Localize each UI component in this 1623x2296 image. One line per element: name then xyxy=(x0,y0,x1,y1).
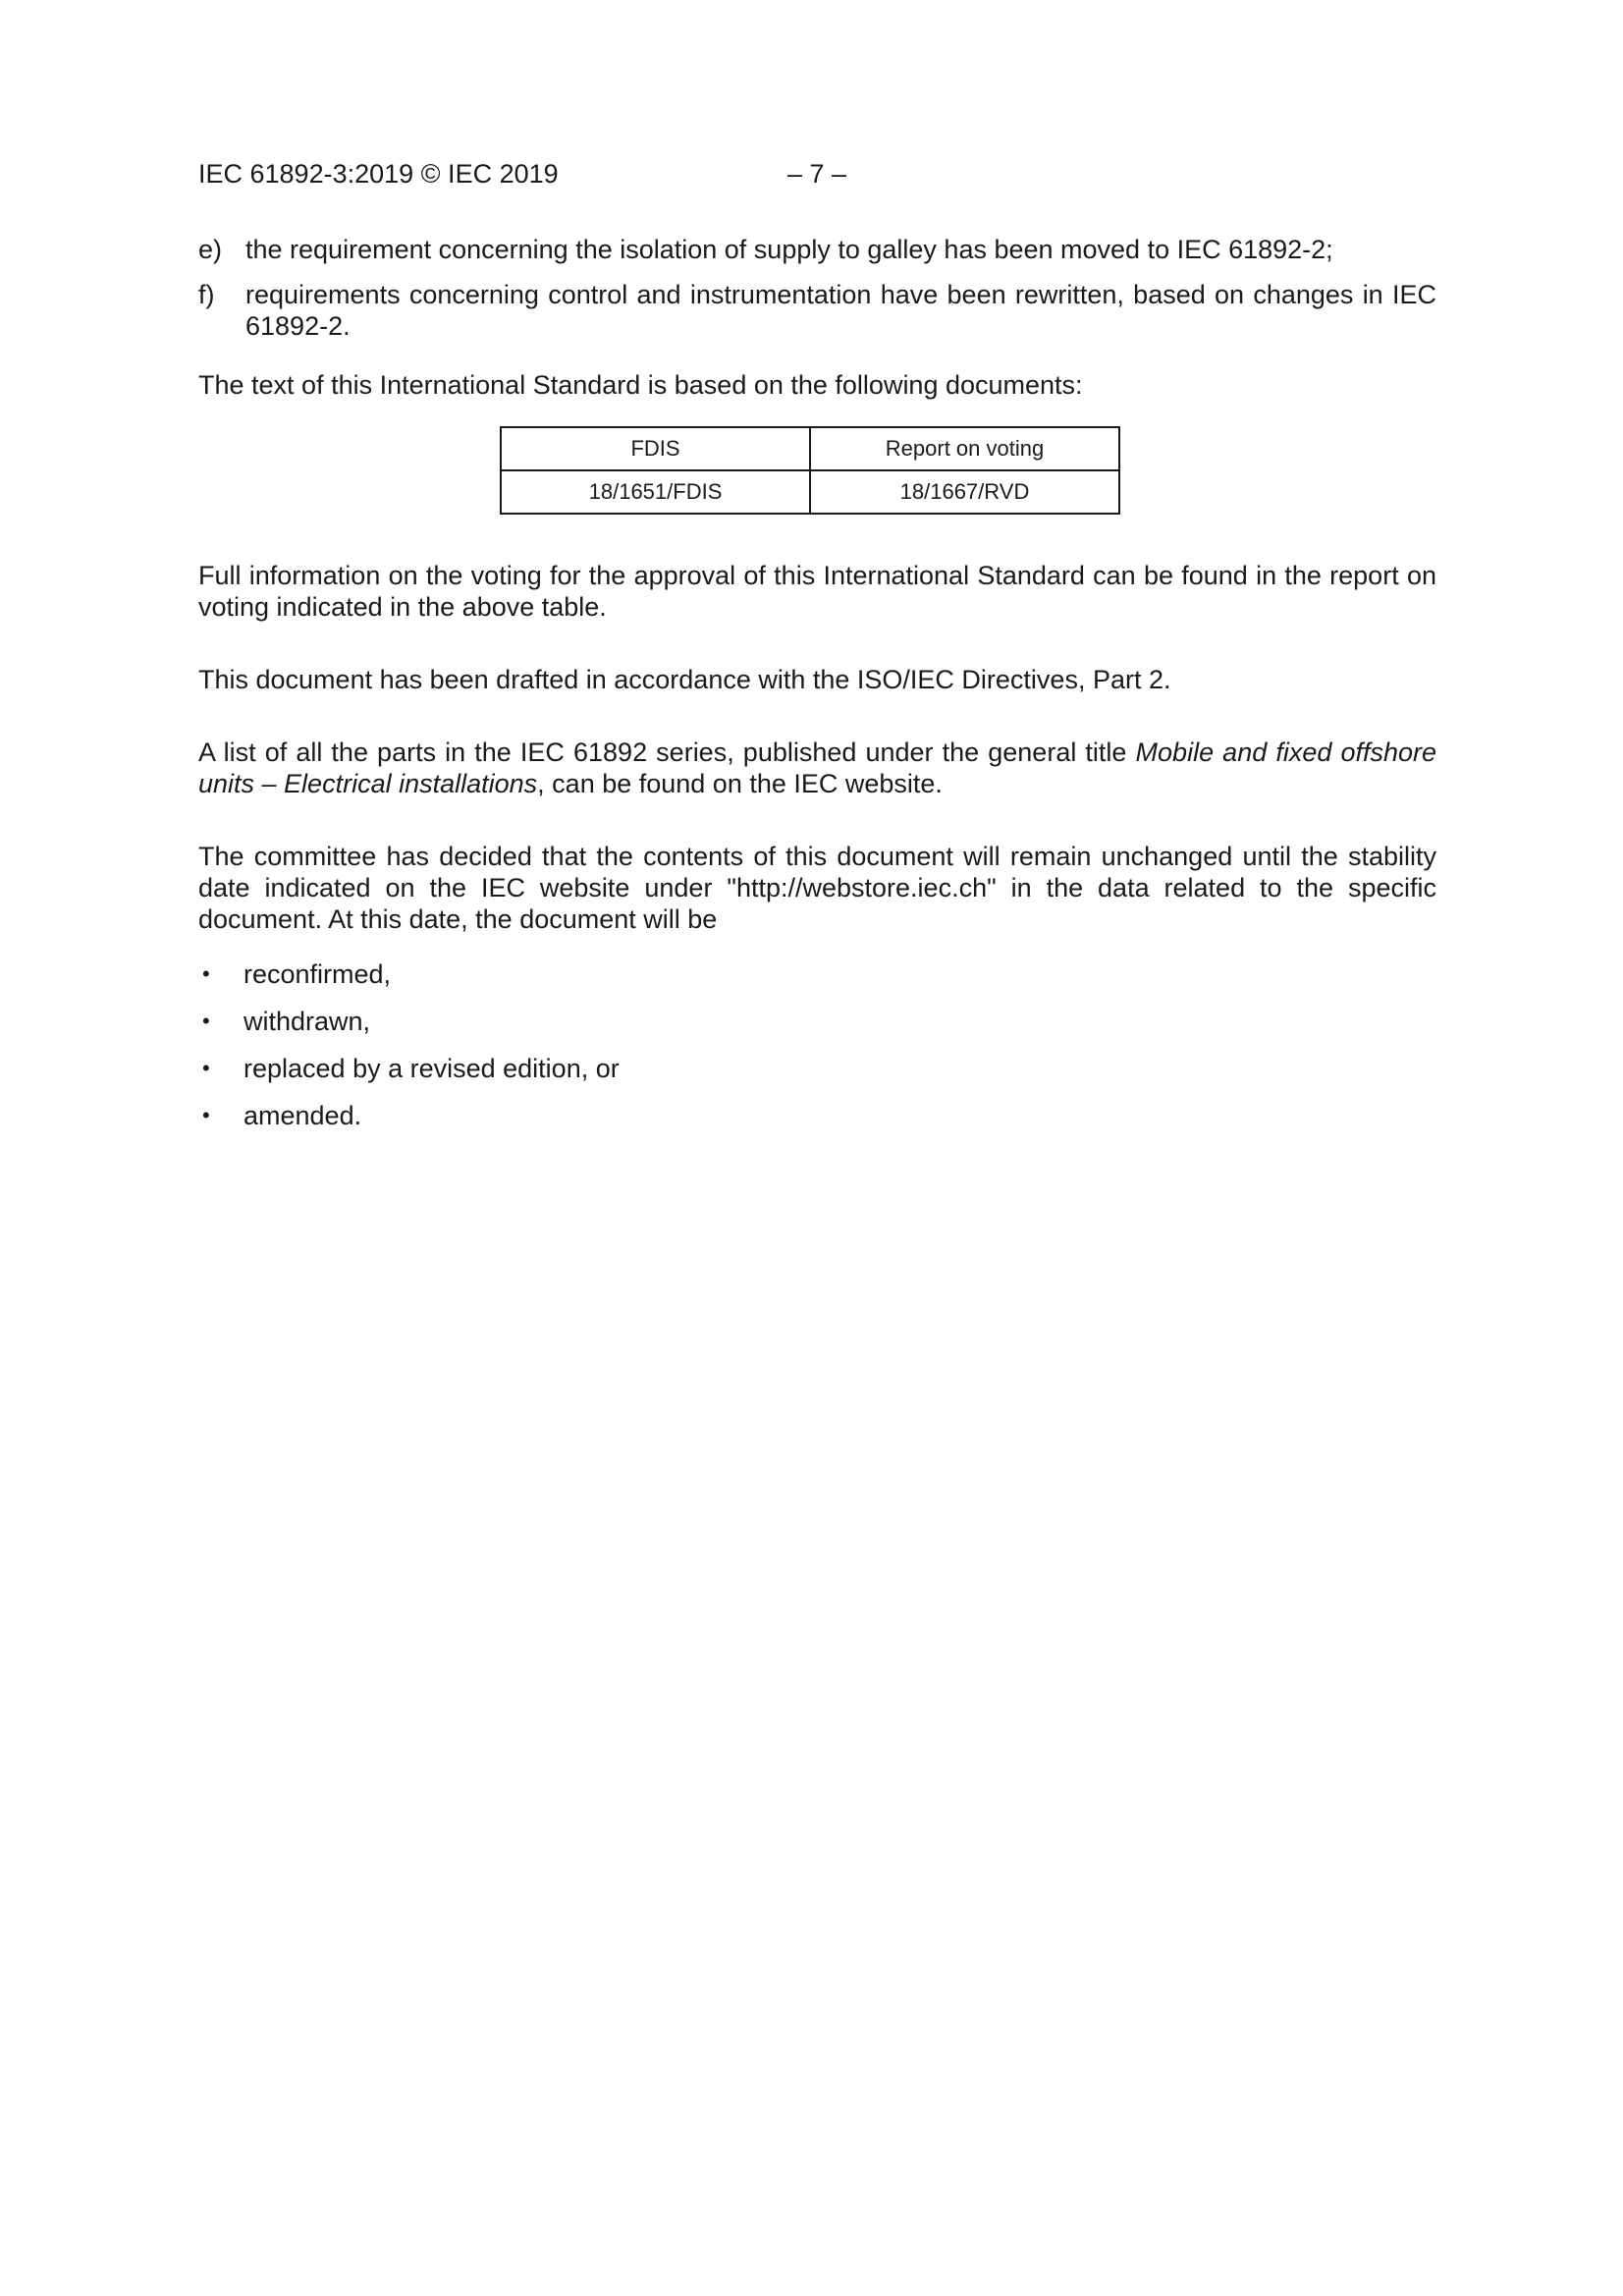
bullet-icon: • xyxy=(202,1103,210,1127)
change-list-item xyxy=(198,234,1436,265)
series-paragraph xyxy=(198,737,1436,799)
bullet-icon: • xyxy=(202,961,210,986)
table-header-row xyxy=(501,427,1119,470)
list-item-text: amended. xyxy=(243,1101,362,1130)
document-identifier: IEC 61892-3:2019 © IEC 2019 xyxy=(198,159,559,189)
list-item-text: withdrawn, xyxy=(243,1007,371,1036)
series-title: Mobile and fixed offshore units – Electrical installations xyxy=(198,738,1437,798)
series-text-after: , can be found on the IEC website. xyxy=(537,769,943,798)
table-cell: 18/1651/FDIS xyxy=(501,470,810,514)
list-item xyxy=(198,1006,1436,1037)
list-marker: e) xyxy=(198,235,223,264)
page-header xyxy=(198,159,1435,198)
list-item-text: the requirement concerning the isolation of supply to galley has been moved to IEC 61892-2; xyxy=(245,235,1333,264)
series-text-before: A list of all the parts in the IEC 61892 series, published under the general title xyxy=(198,738,1136,767)
list-item xyxy=(198,958,1436,990)
intro-paragraph: The text of this International Standard is based on the following documents: xyxy=(198,370,1083,400)
table-row xyxy=(501,470,1119,514)
page-number: – 7 – xyxy=(787,159,847,189)
stability-paragraph: The committee has decided that the contents of this document will remain unchanged until the stability date indicated on the IEC website under "http://webstore.iec.ch" in the data related to the specific document. At this date, the document will be xyxy=(198,842,1436,934)
documents-table-wrapper xyxy=(198,426,1436,515)
list-item-text: replaced by a revised edition, or xyxy=(243,1054,620,1083)
table-header-cell: Report on voting xyxy=(810,427,1119,470)
list-item-text: reconfirmed, xyxy=(243,959,392,989)
bullet-icon: • xyxy=(202,1009,210,1033)
change-list-item xyxy=(198,279,1436,342)
table-cell: 18/1667/RVD xyxy=(810,470,1119,514)
bullet-icon: • xyxy=(202,1056,210,1080)
list-item-text: requirements concerning control and instrumentation have been rewritten, based on changes in IEC 61892-2. xyxy=(245,280,1436,341)
page-body xyxy=(198,234,1436,1147)
list-marker: f) xyxy=(198,280,215,309)
list-item xyxy=(198,1100,1436,1131)
list-item xyxy=(198,1053,1436,1084)
drafting-paragraph: This document has been drafted in accordance with the ISO/IEC Directives, Part 2. xyxy=(198,665,1171,694)
outcome-list xyxy=(198,958,1436,1131)
documents-table xyxy=(500,426,1120,515)
table-header-cell: FDIS xyxy=(501,427,810,470)
voting-info-paragraph: Full information on the voting for the approval of this International Standard can be found in the report on voting indicated in the above table. xyxy=(198,561,1436,622)
